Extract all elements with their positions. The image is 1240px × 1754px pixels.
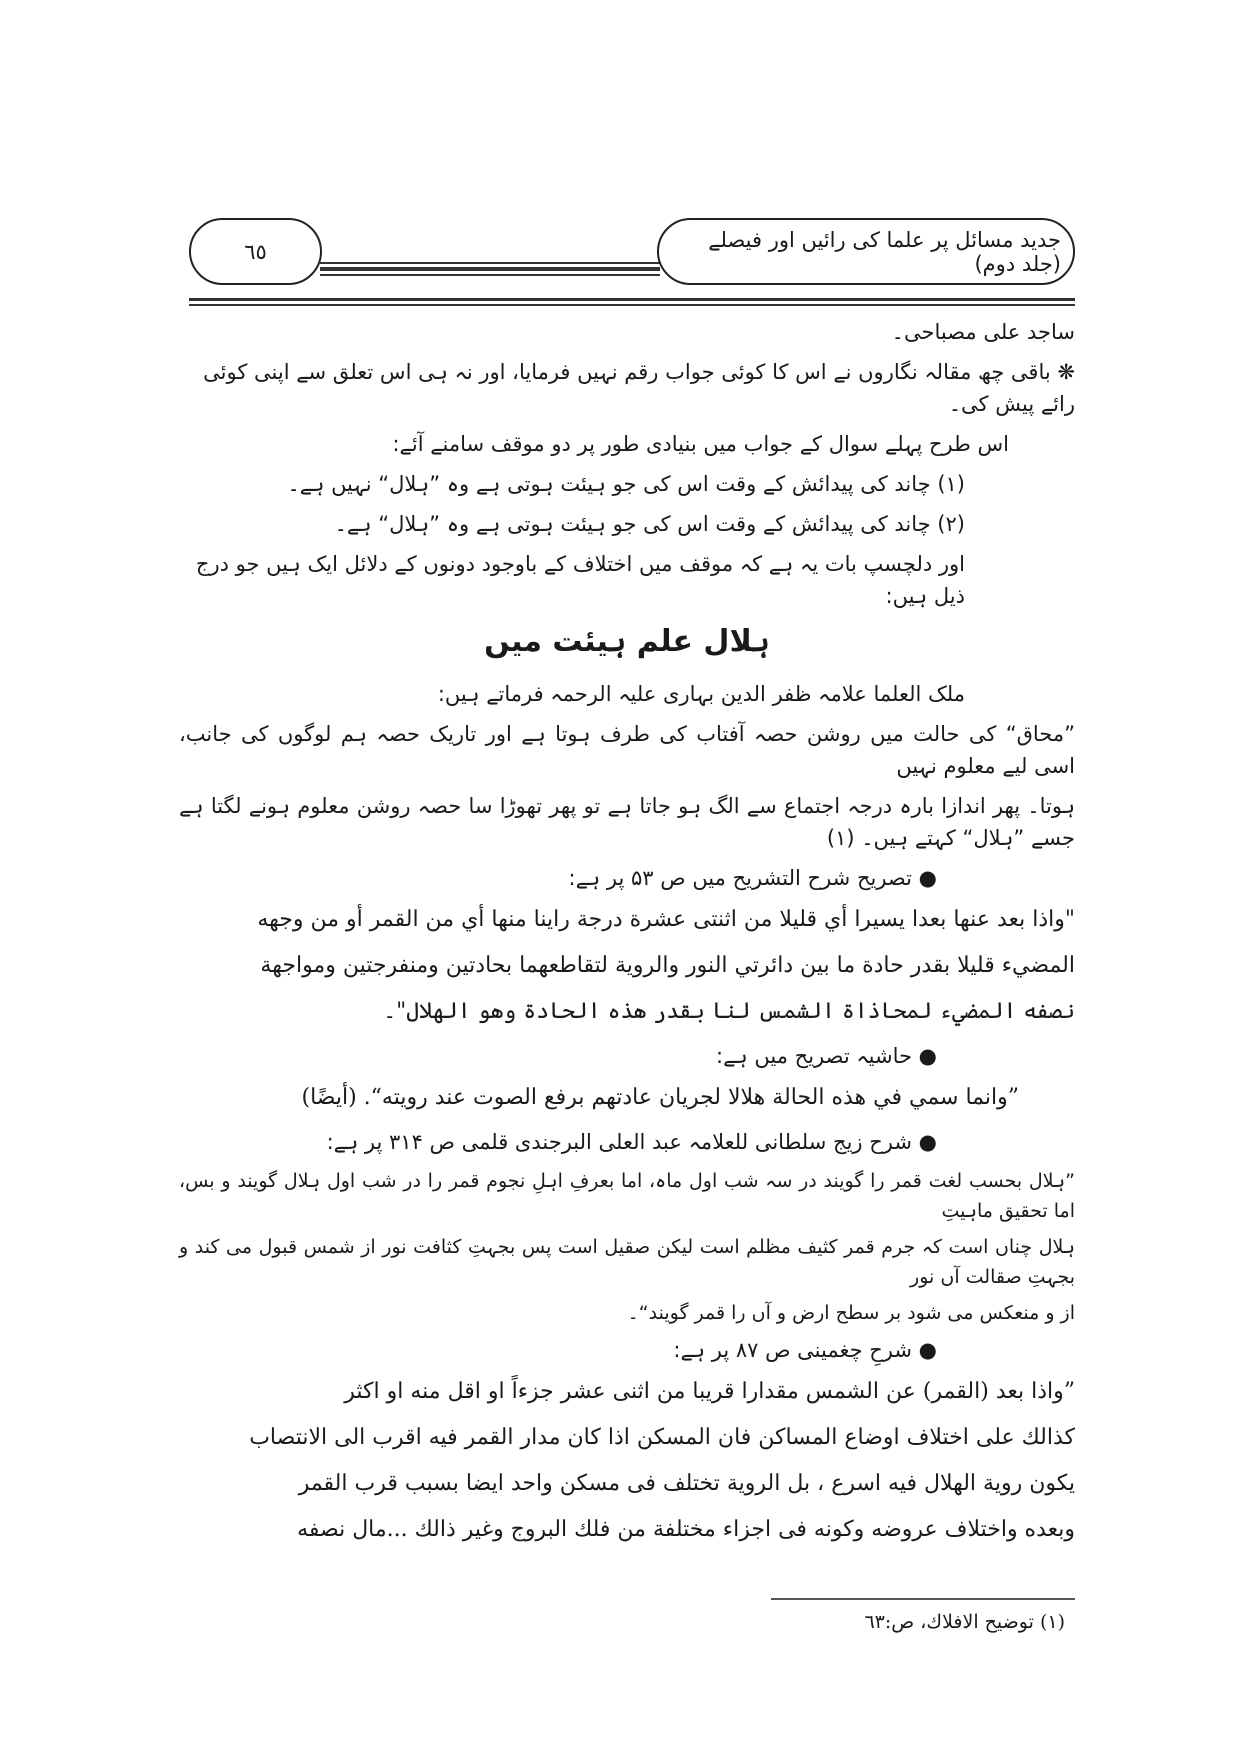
text-line: ❋ باقی چھ مقالہ نگاروں نے اس کا کوئی جواب رقم نہیں فرمایا، اور نہ ہی اس تعلق سے اپنی کوئی رائے پیش کی۔ [203, 360, 1075, 416]
quote-line: ”محاق“ کی حالت میں روشن حصہ آفتاب کی طرف ہوتا ہے اور تاریک حصہ ہم لوگوں کی جانب، اسی لیے معلوم نہیں [179, 722, 1075, 778]
arabic-quote-line: نصفه المضيء لمحاذاة الشمس لنا بقدر هذه الحادة وهو الهلال"۔ [383, 999, 1075, 1024]
book-title-box [657, 218, 1075, 285]
arabic-quote-line: ”واذا بعد (القمر) عن الشمس مقدارا قريبا من اثنى عشر جزءاً او اقل منه او اكثر [344, 1379, 1075, 1404]
book-title: جدید مسائل پر علما کی رائیں اور فیصلے (جلد دوم) [708, 227, 1061, 276]
arabic-quote-line: المضيء قليلا بقدر حادة ما بين دائرتي النور والروية لتقاطعهما بحادتين ومنفرجتين ومواجهة [260, 953, 1075, 978]
footnote-rule [771, 1598, 1075, 1600]
list-item: (۲) چاند کی پیدائش کے وقت اس کی جو ہیئت ہوتی ہے وہ ”ہلال“ ہے۔ [334, 512, 965, 536]
arabic-quote-line: كذالك على اختلاف اوضاع المساكن فان المسكن اذا كان مدار القمر فيه اقرب الى الانتصاب [249, 1425, 1075, 1450]
header-rule [189, 304, 1075, 306]
citation-bullet: ● شرحِ چغمینی ص ۸۷ پر ہے: [673, 1338, 937, 1362]
arabic-quote-line: ”وانما سمي في هذه الحالة هلالا لجريان عادتهم برفع الصوت عند رويته“. (أيضًا) [301, 1085, 1019, 1110]
section-heading: ہلال علم ہیئت میں [484, 624, 770, 659]
list-item: (۱) چاند کی پیدائش کے وقت اس کی جو ہیئت ہوتی ہے وہ ”ہلال“ نہیں ہے۔ [287, 472, 965, 496]
header-connector-rule [320, 267, 660, 271]
quote-line: ہوتا۔ پھر اندازا بارہ درجہ اجتماع سے الگ ہو جاتا ہے تو پھر تھوڑا سا حصہ روشن معلوم ہونے لگتا ہے جسے ”ہلال“ کہتے ہیں۔ (۱) [179, 794, 1075, 850]
persian-quote-line: از و منعکس می شود بر سطح ارض و آں را قمر گویند“۔ [627, 1302, 1075, 1324]
citation-bullet: ● تصریح شرح التشریح میں ص ۵۳ پر ہے: [568, 866, 937, 890]
citation-bullet: ● حاشیہ تصریح میں ہے: [716, 1044, 937, 1068]
persian-quote-line: ہلال چناں است کہ جرم قمر کثیف مظلم است لیکن صقیل است پس بجہتِ کثافت نور از شمس قبول می کند و بجہتِ صقالت آں نور [179, 1236, 1075, 1288]
header-connector-rule [320, 274, 660, 276]
footnote-area [179, 1598, 1075, 1636]
text-line: اور دلچسپ بات یہ ہے کہ موقف میں اختلاف کے باوجود دونوں کے دلائل ایک ہیں جو درج ذیل ہیں: [195, 552, 965, 608]
text-line: ساجد علی مصباحی۔ [891, 320, 1075, 344]
citation-bullet: ● شرح زیج سلطانی للعلامہ عبد العلی البرجندی قلمی ص ۳۱۴ پر ہے: [326, 1130, 937, 1154]
persian-quote-line: ”ہلال بحسب لغت قمر را گویند در سہ شب اول ماہ، اما بعرفِ اہلِ نجوم قمر را در شب اول ہلال گویند و بس، اما تحقیق ماہیتِ [179, 1170, 1075, 1222]
arabic-quote-line: "واذا بعد عنها بعدا يسيرا أي قليلا من اثنتى عشرة درجة راينا منها أي من القمر أو من وجهه [257, 907, 1075, 932]
text-line: اس طرح پہلے سوال کے جواب میں بنیادی طور پر دو موقف سامنے آئے: [392, 432, 1009, 456]
arabic-quote-line: وبعده واختلاف عروضه وكونه فى اجزاء مختلفة من فلك البروج وغير ذالك ...مال نصفه [297, 1517, 1075, 1542]
page-number: ٦٥ [244, 239, 267, 264]
page-number-box [189, 218, 322, 285]
header-connector-rule [320, 262, 660, 264]
body-column [179, 316, 1075, 1636]
text-line: ملک العلما علامہ ظفر الدین بہاری علیہ الرحمہ فرماتے ہیں: [437, 682, 965, 706]
footnote: (۱) توضيح الافلاك، ص:٦٣ [864, 1611, 1065, 1633]
arabic-quote-line: يكون روية الهلال فيه اسرع ، بل الروية تختلف فى مسكن واحد ايضا بسبب قرب القمر [298, 1471, 1075, 1496]
header-rule [189, 298, 1075, 301]
